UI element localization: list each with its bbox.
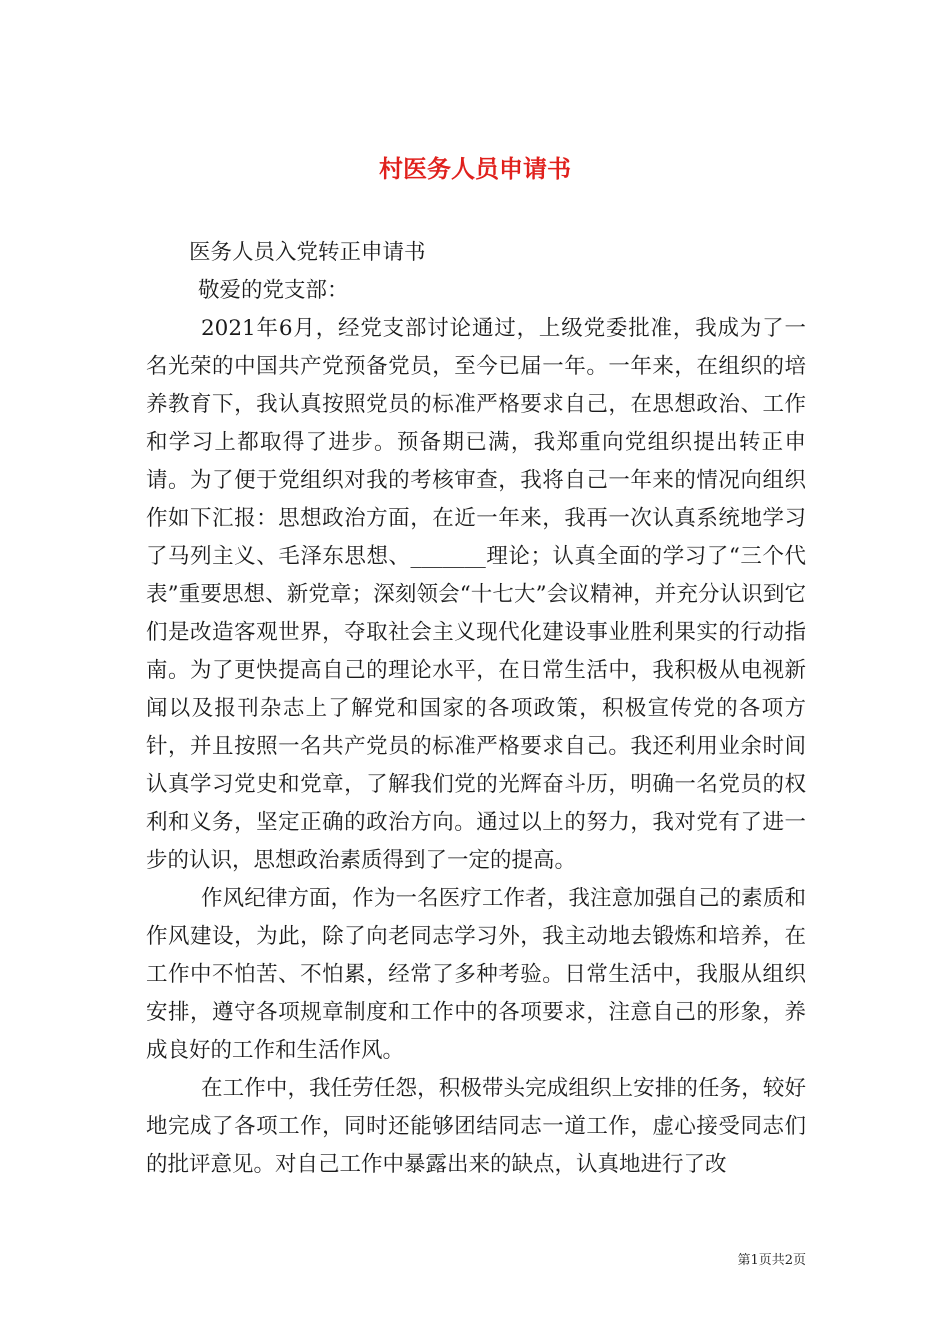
salutation: 敬爱的党支部：	[198, 278, 349, 303]
page-title: 村医务人员申请书	[379, 154, 571, 184]
paragraph-work: 在工作中，我任劳任怨，积极带头完成组织上安排的任务，较好地完成了各项工作，同时还能够团结同志一道工作，虚心接受同志们的批评意见。对自己工作中暴露出来的缺点，认真地进行了改	[146, 1076, 806, 1177]
paragraph-political: 2021年6月，经党支部讨论通过，上级党委批准，我成为了一名光荣的中国共产党预备党员，至今已届一年。一年来，在组织的培养教育下，我认真按照党员的标准严格要求自己，在思想政治、工作和学习上都取得了进步。预备期已满，我郑重向党组织提出转正申请。为了便于党组织对我的考核审查，我将自己一年来的情况向组织作如下汇报：思想政治方面，在近一年来，我再一次认真系统地学习了马列主义、毛泽东思想、_______理论；认真全面的学习了“三个代表”重要思想、新党章；深刻领会“十七大”会议精神，并充分认识到它们是改造客观世界，夺取社会主义现代化建设事业胜利果实的行动指南。为了更快提高自己的理论水平，在日常生活中，我积极从电视新闻以及报刊杂志上了解党和国家的各项政策，积极宣传党的各项方针，并且按照一名共产党员的标准严格要求自己。我还利用业余时间认真学习党史和党章，了解我们党的光辉奋斗历，明确一名党员的权利和义务，坚定正确的政治方向。通过以上的努力，我对党有了进一步的认识，思想政治素质得到了一定的提高。	[146, 316, 806, 873]
paragraph-discipline: 作风纪律方面，作为一名医疗工作者，我注意加强自己的素质和作风建设，为此，除了向老同志学习外，我主动地去锻炼和培养，在工作中不怕苦、不怕累，经常了多种考验。日常生活中，我服从组织安排，遵守各项规章制度和工作中的各项要求，注意自己的形象，养成良好的工作和生活作风。	[146, 886, 806, 1063]
page-number: 第1页共2页	[737, 1253, 806, 1268]
document-subtitle: 医务人员入党转正申请书	[189, 240, 426, 265]
document-body	[146, 234, 806, 1184]
